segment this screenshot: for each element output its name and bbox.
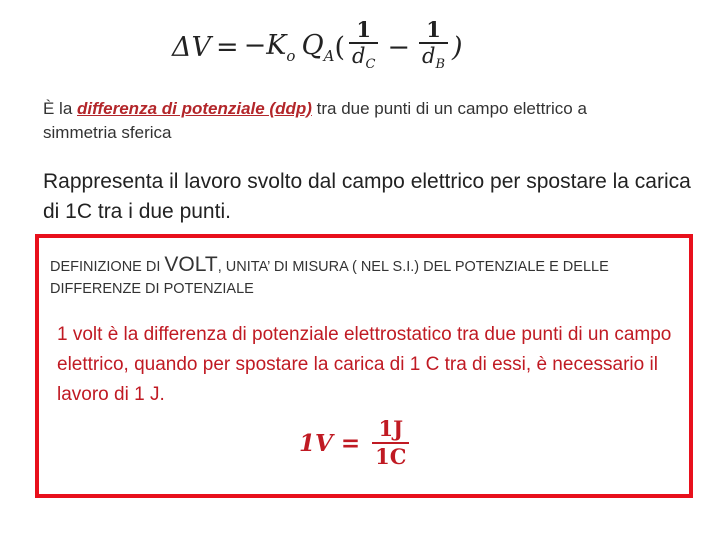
formula-fraction-b: $\frac{1}{d_B}$ bbox=[419, 18, 448, 77]
definition-text bbox=[43, 97, 663, 145]
volt-formula-fraction: $\frac{1J}{1C}$ bbox=[372, 416, 409, 470]
definition-prefix: È la bbox=[43, 99, 78, 118]
work-description: Rappresenta il lavoro svolto dal campo elettrico per spostare la carica di 1C tra i due punti. bbox=[43, 170, 691, 223]
formula-lhs: ΔV bbox=[172, 32, 211, 63]
volt-formula bbox=[299, 416, 413, 470]
volt-definition-text: 1 volt è la differenza di potenziale elettrostatico tra due punti di un campo elettrico, quando per spostare la carica di 1 C tra di essi, è necessario il lavoro di 1 J. bbox=[57, 324, 672, 405]
volt-formula-equals: = bbox=[340, 429, 361, 457]
formula-fraction-c: $\frac{1}{d_C}$ bbox=[349, 18, 378, 77]
formula-open-paren: ( bbox=[334, 32, 345, 63]
formula-k: $-K_o$ bbox=[243, 30, 296, 65]
definition-suffix: tra due punti di un campo elettrico a simmetria sferica bbox=[43, 99, 587, 142]
definition-emphasis: differenza di potenziale (ddp) bbox=[77, 99, 312, 118]
volt-heading-big: VOLT bbox=[164, 253, 218, 276]
formula-minus: − bbox=[387, 32, 411, 63]
formula-q: $Q_A$ bbox=[301, 30, 335, 65]
formula-equals: = bbox=[216, 32, 239, 63]
potential-difference-formula bbox=[172, 18, 463, 77]
volt-heading: DEFINIZIONE DI VOLT, UNITA’ DI MISURA ( NEL S.I.) DEL POTENZIALE E DELLE DIFFERENZE DI POTENZIALE bbox=[50, 253, 609, 297]
volt-definition-box bbox=[35, 234, 693, 498]
volt-formula-lhs: 1V bbox=[299, 429, 333, 457]
formula-close-paren: ) bbox=[452, 32, 463, 63]
